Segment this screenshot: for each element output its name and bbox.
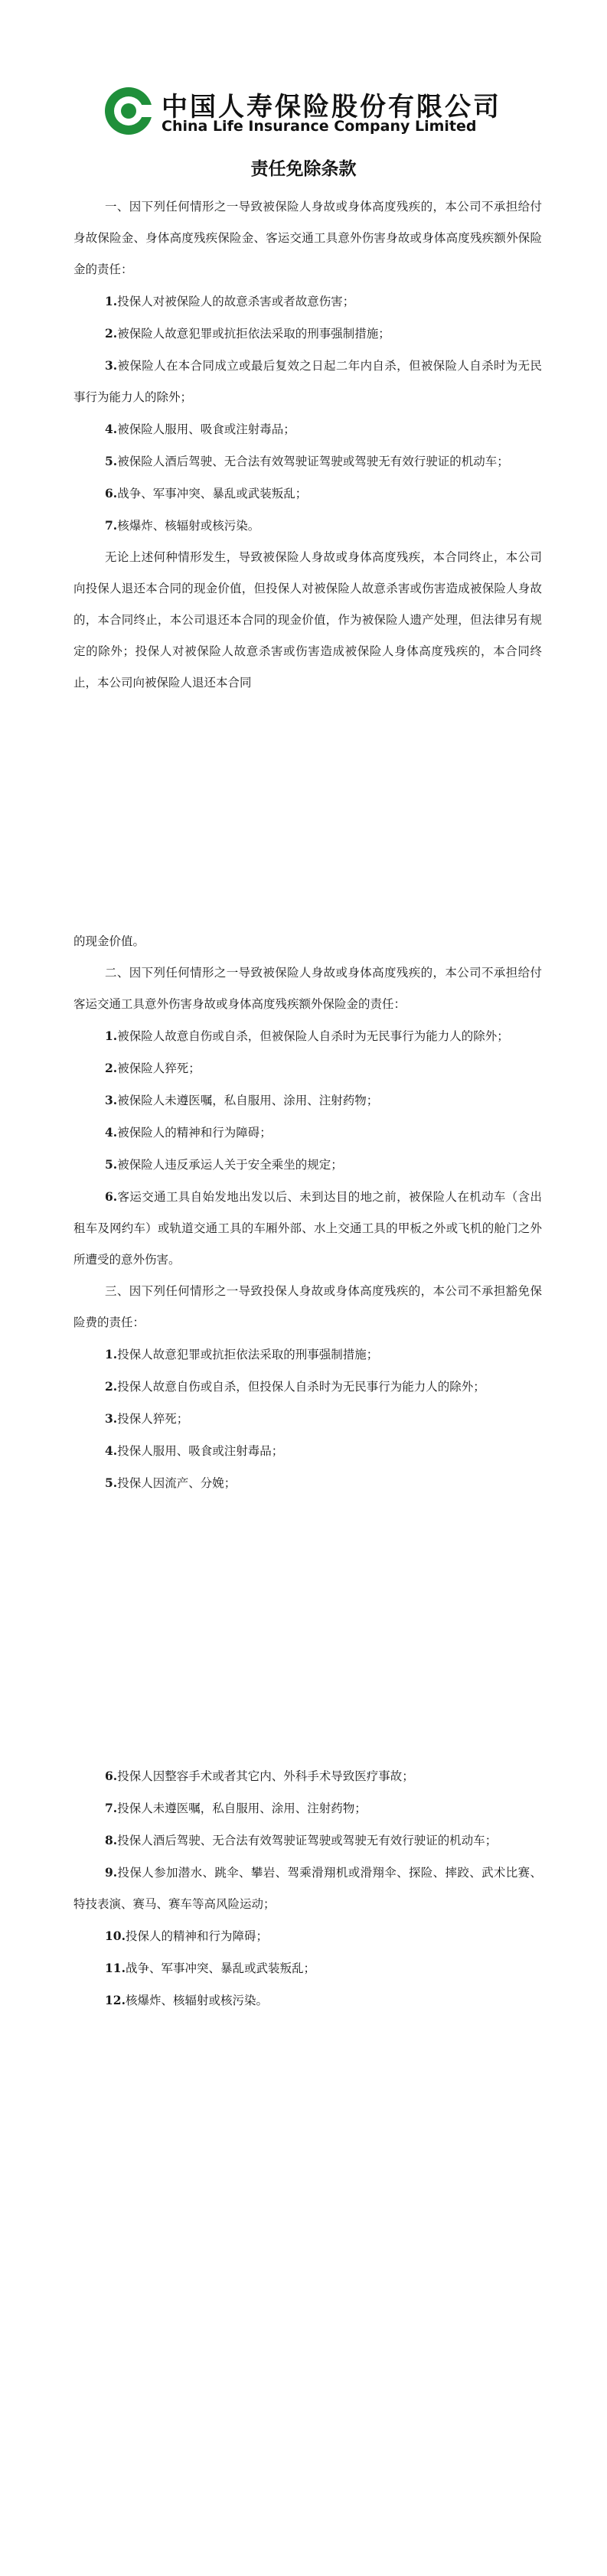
list-item [73,478,542,510]
item-text: 投保人酒后驾驶、无合法有效驾驶证驾驶或驾驶无有效行驶证的机动车； [117,1834,498,1847]
item-text: 投保人的精神和行为障碍； [125,1929,268,1943]
list-item [73,1857,542,1920]
item-number: 8. [105,1833,118,1847]
item-number: 2. [105,326,118,341]
item-text: 投保人故意犯罪或抗拒依法采取的刑事强制措施； [117,1348,379,1361]
list-item [73,1824,542,1857]
list-item [73,1084,542,1117]
list-item [73,1920,542,1952]
item-number: 6. [105,486,118,501]
item-text: 被保险人故意犯罪或抗拒依法采取的刑事强制措施； [117,327,390,341]
item-number: 3. [105,1411,118,1426]
section-1-closing-continued: 的现金价值。 [73,934,145,948]
item-text: 投保人故意自伤或自杀，但投保人自杀时为无民事行为能力人的除外； [117,1380,485,1394]
list-item [73,285,542,318]
list-item [73,1020,542,1052]
company-logo [103,86,501,144]
company-name-en: China Life Insurance Company Limited [162,118,477,135]
item-number: 4. [105,1125,118,1140]
list-item [73,1181,542,1276]
section-1 [73,191,542,699]
item-number: 6. [105,1189,118,1204]
item-number: 11. [105,1961,126,1975]
list-item [73,1952,542,1984]
list-item [73,510,542,542]
section-3-continued [73,1760,542,2017]
item-text: 核爆炸、核辐射或核污染。 [117,519,260,533]
list-item [73,1760,542,1792]
item-text: 被保险人的精神和行为障碍； [117,1126,272,1140]
list-item [73,1792,542,1824]
list-item [73,1052,542,1084]
item-number: 1. [105,1347,118,1361]
section-1-closing: 无论上述何种情形发生，导致被保险人身故或身体高度残疾，本合同终止，本公司向投保人退还本合同的现金价值，但投保人对被保险人故意杀害或伤害造成被保险人身故的，本合同终止，本公司退还本合同的现金价值，作为被保险人遗产处理，但法律另有规定的除外；投保人对被保险人故意杀害或伤害造成被保险人身体高度残疾的，本合同终止，本公司向被保险人退还本合同 [73,550,542,690]
list-item [73,1117,542,1149]
list-item [73,1435,542,1467]
item-number: 7. [105,1801,118,1815]
item-number: 5. [105,1475,118,1490]
section-2 [73,926,542,1499]
item-text: 投保人对被保险人的故意杀害或者故意伤害； [117,295,355,308]
item-text: 被保险人猝死； [117,1061,201,1075]
item-text: 被保险人服用、吸食或注射毒品； [117,422,295,436]
item-number: 3. [105,358,118,373]
section-3-intro: 三、因下列任何情形之一导致投保人身故或身体高度残疾的，本公司不承担豁免保险费的责任： [73,1284,542,1329]
list-item [73,1403,542,1435]
item-text: 被保险人故意自伤或自杀，但被保险人自杀时为无民事行为能力人的除外； [117,1029,509,1043]
item-number: 1. [105,1029,118,1043]
item-number: 10. [105,1929,126,1943]
item-text: 投保人服用、吸食或注射毒品； [117,1444,284,1458]
item-text: 被保险人酒后驾驶、无合法有效驾驶证驾驶或驾驶无有效行驶证的机动车； [117,455,509,468]
item-number: 5. [105,454,118,468]
item-number: 3. [105,1093,118,1107]
item-text: 投保人因流产、分娩； [117,1476,237,1490]
list-item [73,1339,542,1371]
list-item [73,350,542,413]
item-text: 被保险人未遵医嘱，私自服用、涂用、注射药物； [117,1094,379,1107]
item-text: 投保人猝死； [117,1412,189,1426]
item-text: 客运交通工具自始发地出发以后、未到达目的地之前，被保险人在机动车（含出租车及网约车）或轨道交通工具的车厢外部、水上交通工具的甲板之外或飞机的舱门之外所遭受的意外伤害。 [73,1190,542,1267]
item-text: 战争、军事冲突、暴乱或武装叛乱； [125,1961,315,1975]
list-item [73,318,542,350]
page-title: 责任免除条款 [250,159,357,179]
item-number: 7. [105,518,118,533]
list-item [73,413,542,445]
item-text: 战争、军事冲突、暴乱或武装叛乱； [117,487,308,501]
item-text: 核爆炸、核辐射或核污染。 [125,1994,268,2007]
item-number: 9. [105,1865,118,1880]
item-text: 被保险人违反承运人关于安全乘坐的规定； [117,1158,343,1172]
china-life-logo-icon [103,86,154,136]
list-item [73,1149,542,1181]
company-name-cn: 中国人寿保险股份有限公司 [162,92,501,122]
list-item [73,1371,542,1403]
list-item [73,445,542,478]
item-text: 投保人因整容手术或者其它内、外科手术导致医疗事故； [117,1769,414,1783]
list-item [73,1467,542,1499]
item-number: 1. [105,294,118,308]
item-number: 2. [105,1061,118,1075]
section-2-intro: 二、因下列任何情形之一导致被保险人身故或身体高度残疾的，本公司不承担给付客运交通工具意外伤害身故或身体高度残疾额外保险金的责任： [73,966,542,1011]
item-number: 6. [105,1769,118,1783]
item-number: 5. [105,1157,118,1172]
item-number: 4. [105,422,118,436]
item-text: 被保险人在本合同成立或最后复效之日起二年内自杀，但被保险人自杀时为无民事行为能力人的除外； [73,359,542,404]
item-text: 投保人未遵医嘱，私自服用、涂用、注射药物； [117,1802,367,1815]
item-number: 4. [105,1443,118,1458]
list-item [73,1984,542,2017]
item-number: 12. [105,1993,126,2007]
item-text: 投保人参加潜水、跳伞、攀岩、驾乘滑翔机或滑翔伞、探险、摔跤、武术比赛、特技表演、赛马、赛车等高风险运动； [73,1866,542,1911]
item-number: 2. [105,1379,118,1394]
section-1-intro: 一、因下列任何情形之一导致被保险人身故或身体高度残疾的，本公司不承担给付身故保险金、身体高度残疾保险金、客运交通工具意外伤害身故或身体高度残疾额外保险金的责任： [73,200,542,276]
